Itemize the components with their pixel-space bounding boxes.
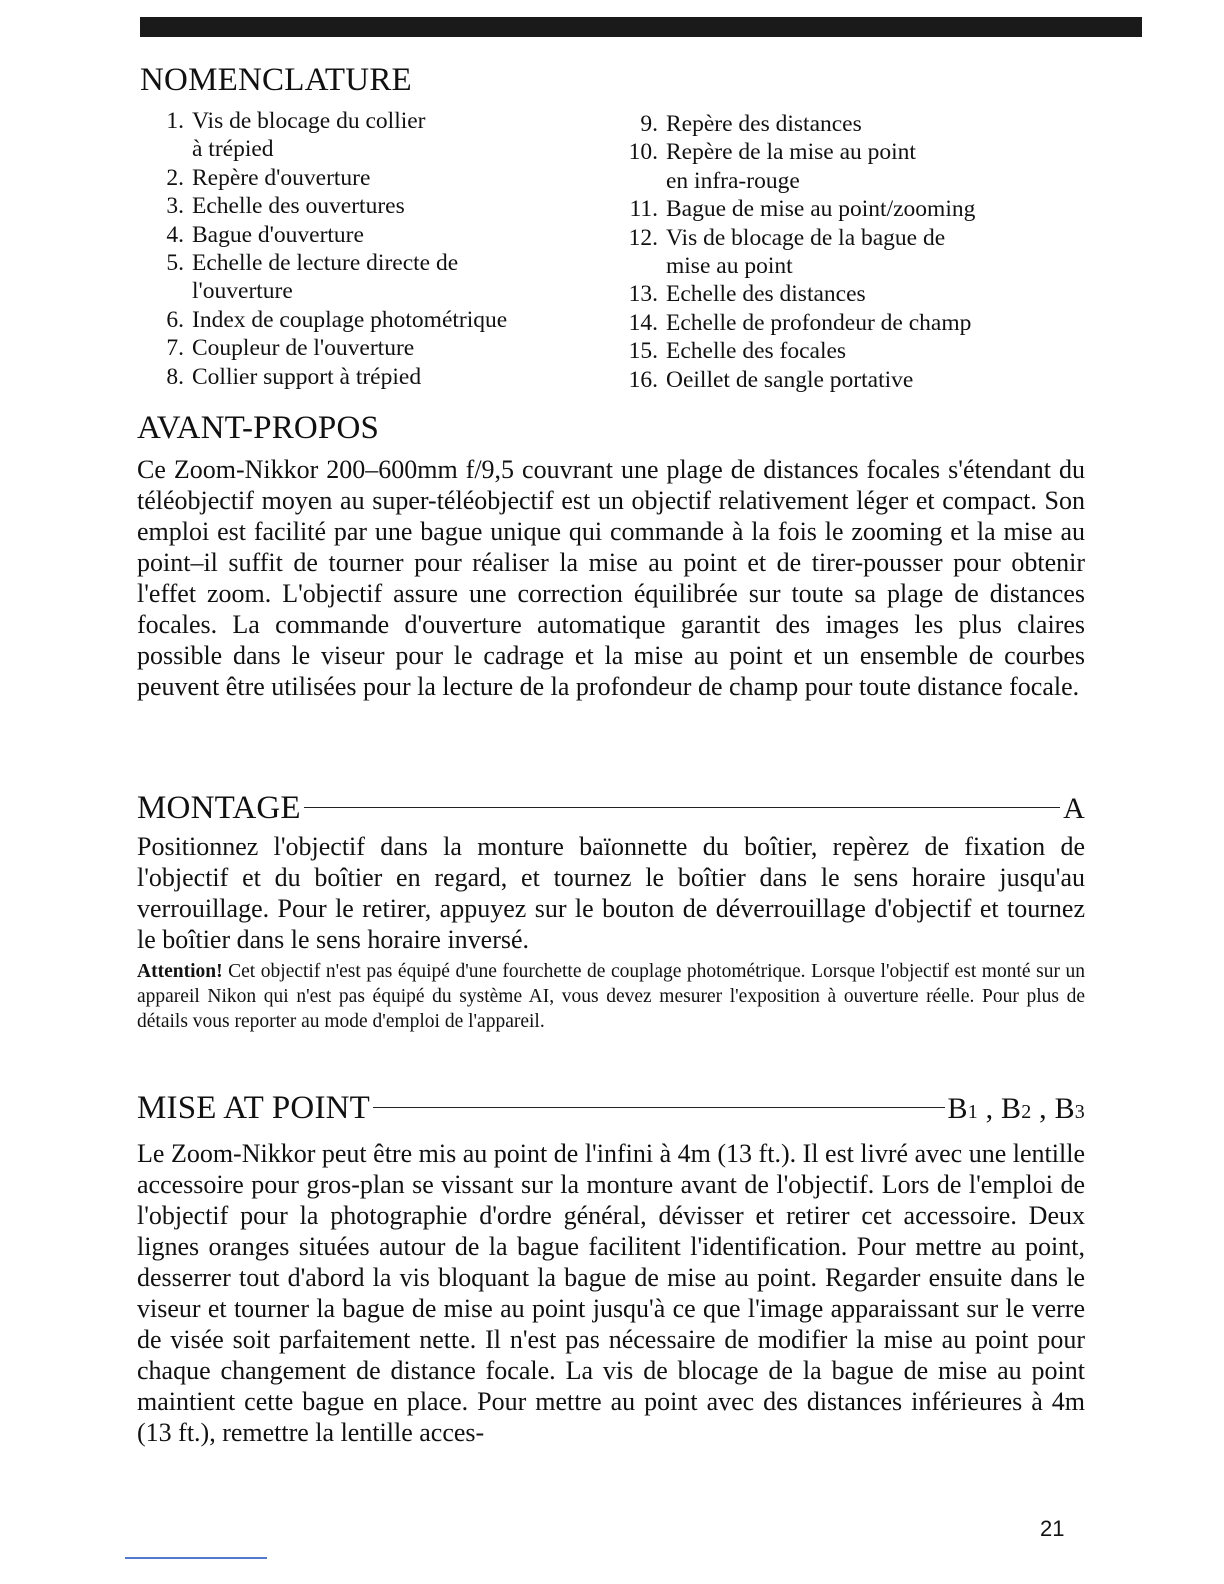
avant-propos-section: [137, 410, 1085, 702]
heading-rule: [373, 1107, 944, 1108]
footer-line: [125, 1557, 267, 1559]
avant-propos-body: Ce Zoom-Nikkor 200–600mm f/9,5 couvrant une plage de distances focales s'étendant du téléobjectif moyen au super-téléobjectif est un objectif relativement léger et compact. Son emploi est facilité par une bague unique qui commande à la fois le zooming et la mise au point–il suffit de tourner pour réaliser la mise au point et de tirer-pousser pour obtenir l'effet zoom. L'objectif assure une correction équilibrée sur toute sa plage de distances focales. La commande d'ouverture automatique garantit des images les plus claires possible dans le viseur pour le cadrage et la mise au point et un ensemble de courbes peuvent être utilisées pour la lecture de la profondeur de champ pour toute distance focale.: [137, 455, 1085, 701]
item-number: 14.: [628, 309, 658, 336]
nomenclature-item: [608, 337, 1068, 365]
item-label: Coupleur de l'ouverture: [192, 335, 415, 362]
nomenclature-item: [608, 280, 1068, 308]
item-number: 2.: [166, 164, 184, 191]
montage-body: Positionnez l'objectif dans la monture baïonnette du boîtier, repèrez de fixation de l'objectif et du boîtier en regard, et tournez le boîtier dans le sens horaire jusqu'au verrouillage. Pour le retirer, appuyez sur le bouton de déverrouillage d'objectif et tournez le boîtier dans le sens horaire inversé.: [137, 832, 1085, 954]
top-bar: [140, 17, 1142, 37]
nomenclature-item: [608, 195, 1068, 223]
item-label: Collier support à trépied: [192, 363, 422, 390]
item-label: Index de couplage photométrique: [192, 306, 508, 333]
item-number: 16.: [628, 366, 658, 393]
item-number: 1.: [166, 108, 184, 134]
item-label: Echelle des focales: [666, 338, 847, 365]
mise-au-point-body: Le Zoom-Nikkor peut être mis au point de l'infini à 4m (13 ft.). Il est livré avec une lentille accessoire pour gros-plan se vissant sur la monture avant de l'objectif. Lors de l'emploi de l'objectif pour la photographie d'ordre général, dévisser et retirer cet accessoire. Deux lignes oranges situées autour de la bague facilitent l'identification. Pour mettre au point, desserrer tout d'abord la vis bloquant la bague de mise au point. Regarder ensuite dans le viseur et tourner la bague de mise au point jusqu'à ce que l'image apparaissant sur le verre de visée soit parfaitement nette. Il n'est pas nécessaire de modifier la mise au point pour chaque changement de distance focale. La vis de blocage de la bague de mise au point maintient cette bague en place. Pour mettre au point avec des distances inférieures à 4m (13 ft.), remettre la lentille acces-: [137, 1139, 1085, 1447]
item-label: Repère des distances: [666, 111, 862, 137]
item-label: Vis de blocage du collier à trépied: [192, 108, 426, 163]
item-label: Bague d'ouverture: [192, 221, 364, 248]
nomenclature-item: [608, 309, 1068, 337]
item-label: Echelle de lecture directe de l'ouverture: [192, 250, 459, 305]
mise-au-point-heading: [137, 1090, 1085, 1130]
item-number: 15.: [628, 338, 658, 365]
nomenclature-item: [140, 306, 600, 334]
nomenclature-item: [608, 224, 1068, 281]
item-label: Vis de blocage de la bague de mise au point: [666, 224, 946, 280]
nomenclature-item: [140, 192, 600, 220]
item-number: 4.: [166, 221, 184, 248]
item-label: Echelle de profondeur de champ: [666, 309, 972, 336]
item-label: Oeillet de sangle portative: [666, 366, 914, 393]
item-number: 10.: [628, 139, 658, 166]
page-number: 21: [1040, 1516, 1065, 1541]
item-number: 13.: [628, 281, 658, 308]
item-label: Echelle des distances: [666, 281, 866, 308]
montage-heading: [137, 790, 1085, 827]
item-number: 12.: [628, 224, 658, 251]
montage-section: [137, 790, 1085, 1034]
item-label: Repère d'ouverture: [192, 164, 371, 191]
attention-label: Attention!: [137, 961, 223, 982]
nomenclature-item: [140, 363, 600, 391]
avant-propos-title: AVANT-PROPOS: [137, 410, 380, 446]
montage-figure-ref: A: [1063, 792, 1085, 825]
nomenclature-list-right: [608, 110, 1068, 394]
item-number: 8.: [166, 363, 184, 390]
nomenclature-item: [608, 366, 1068, 394]
item-number: 5.: [166, 250, 184, 277]
item-number: 3.: [166, 193, 184, 220]
nomenclature-item: [140, 164, 600, 192]
nomenclature-item: [608, 138, 1068, 195]
item-number: 7.: [166, 335, 184, 362]
nomenclature-item: [608, 110, 1068, 138]
item-number: 6.: [166, 306, 184, 333]
item-number: 11.: [629, 196, 658, 223]
item-label: Repère de la mise au point en infra-rouge: [666, 139, 916, 194]
nomenclature-list-left: [140, 107, 600, 391]
heading-rule: [304, 807, 1060, 808]
item-label: Echelle des ouvertures: [192, 193, 405, 220]
item-number: 9.: [640, 111, 658, 137]
attention-note: [137, 959, 1085, 1034]
nomenclature-item: [140, 107, 600, 164]
nomenclature-item: [140, 249, 600, 306]
item-label: Bague de mise au point/zooming: [666, 196, 976, 223]
attention-text: Cet objectif n'est pas équipé d'une fourchette de couplage photométrique. Lorsque l'objectif est monté sur un appareil Nikon qui n'est pas équipé du système AI, vous devez mesurer l'exposition à ouverture réelle. Pour plus de détails vous reporter au mode d'emploi de l'appareil.: [137, 961, 1085, 1032]
nomenclature-item: [140, 221, 600, 249]
mise-au-point-figure-refs: B1 , B2 , B3: [947, 1092, 1085, 1125]
mise-au-point-section: [137, 1090, 1085, 1448]
nomenclature-title: NOMENCLATURE: [140, 62, 412, 98]
montage-title: MONTAGE: [137, 790, 301, 826]
nomenclature-item: [140, 334, 600, 362]
mise-au-point-title: MISE AT POINT: [137, 1090, 371, 1126]
